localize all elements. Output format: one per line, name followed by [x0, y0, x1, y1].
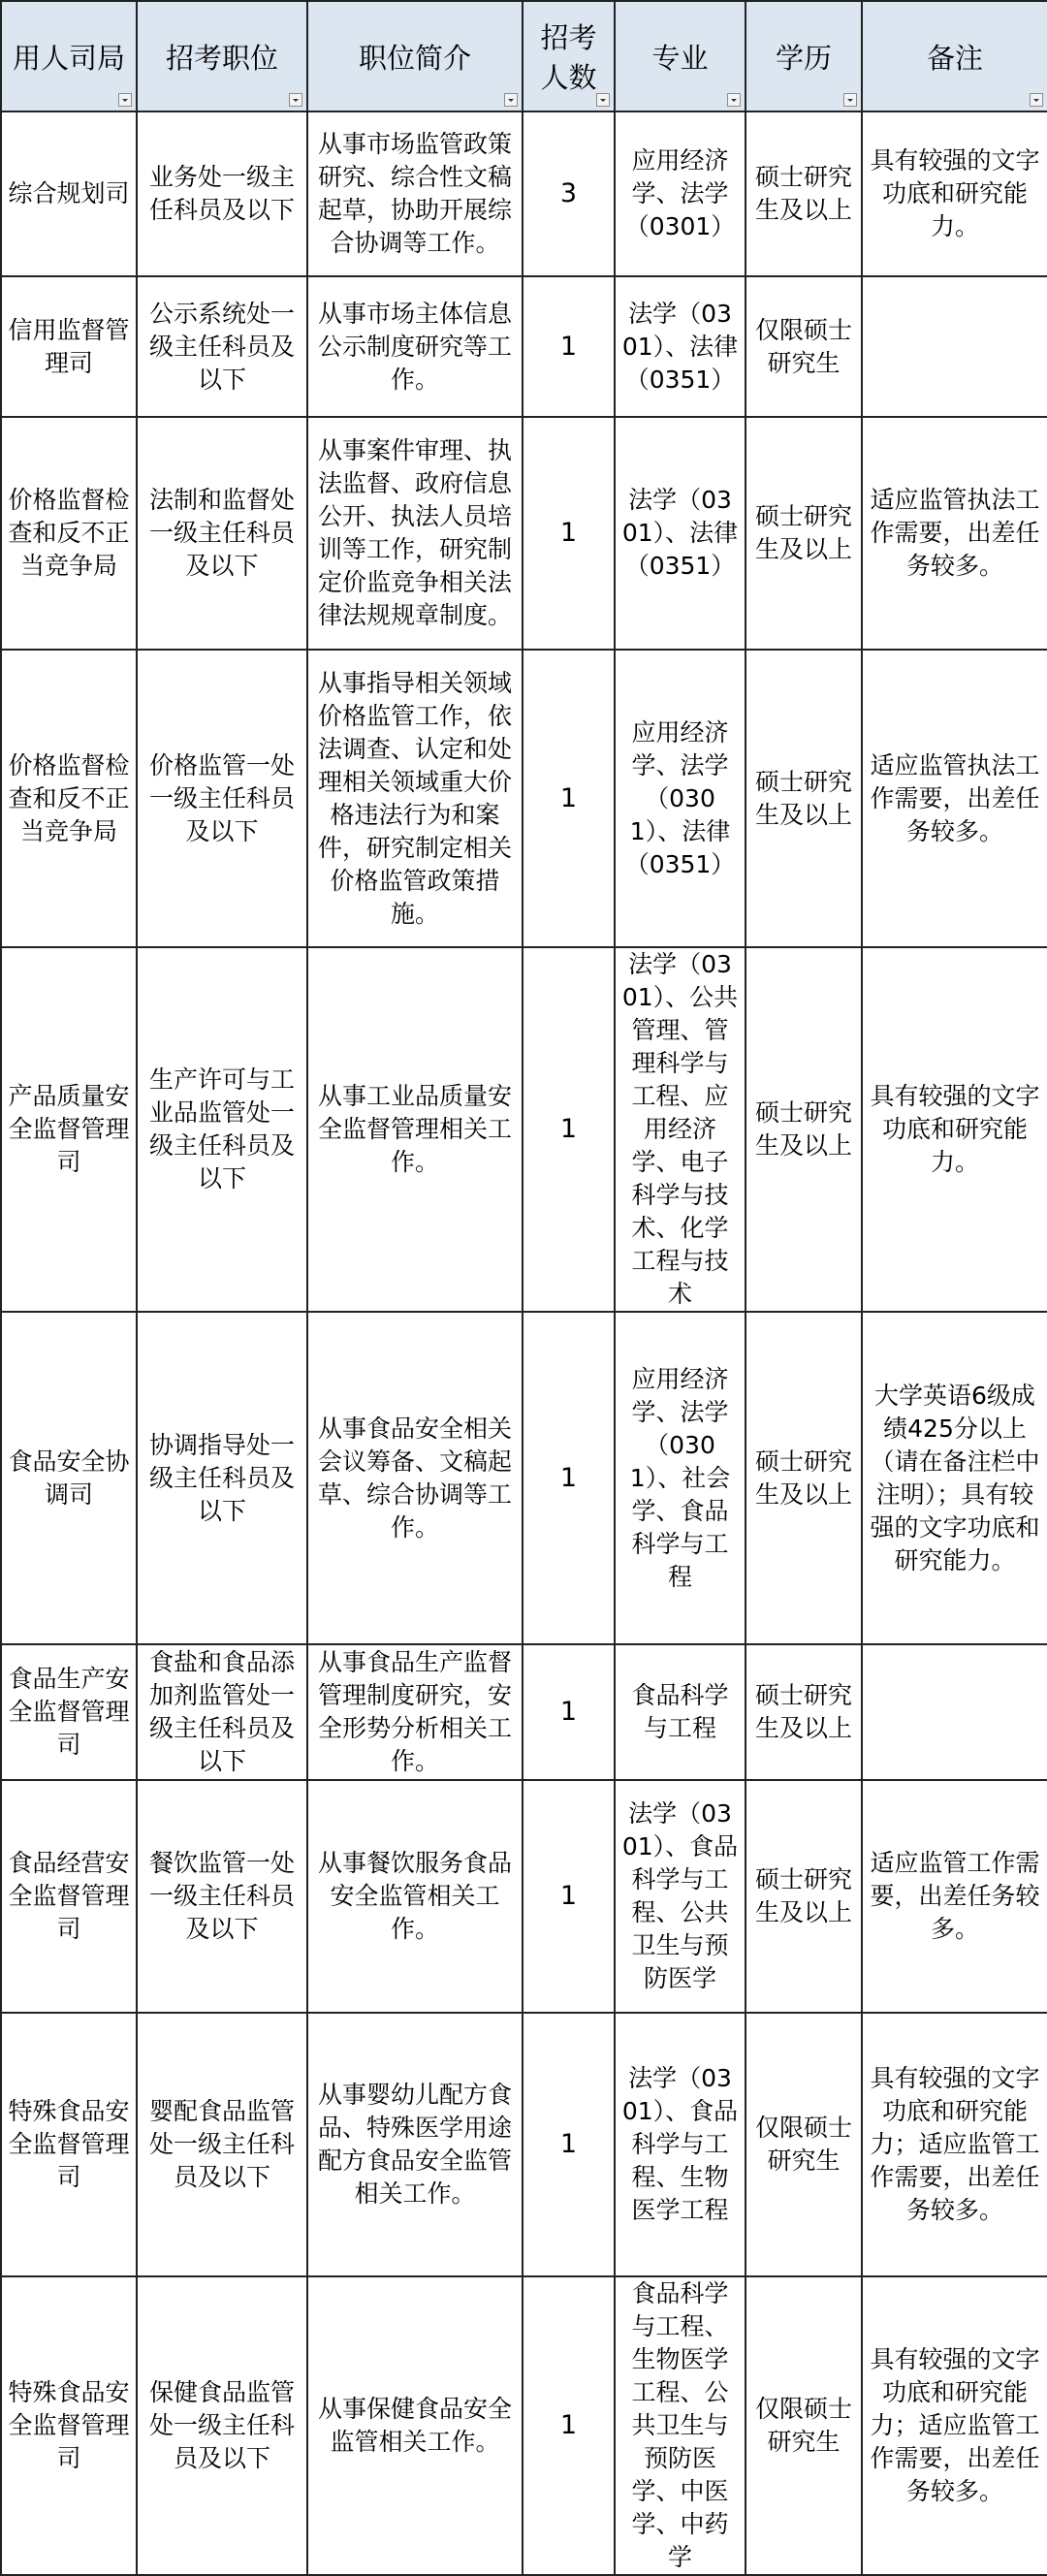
table-row [1, 947, 1047, 1312]
note-cell: 具有较强的文字功底和研究能力；适应监管工作需要，出差任务较多。 [862, 2013, 1047, 2276]
edu-cell: 硕士研究生及以上 [746, 650, 862, 947]
edu-cell: 硕士研究生及以上 [746, 1780, 862, 2013]
count-cell: 1 [523, 1312, 615, 1644]
table-row [1, 650, 1047, 947]
position-cell: 价格监管一处一级主任科员及以下 [137, 650, 307, 947]
filter-dropdown-icon[interactable] [843, 93, 857, 107]
edu-cell: 硕士研究生及以上 [746, 947, 862, 1312]
count-cell: 1 [523, 1644, 615, 1780]
edu-cell: 仅限硕士研究生 [746, 276, 862, 417]
dept-cell: 产品质量安全监督管理司 [1, 947, 137, 1312]
major-cell: 应用经济学、法学（0301）、社会学、食品科学与工程 [615, 1312, 746, 1644]
intro-cell: 从事餐饮服务食品安全监管相关工作。 [307, 1780, 523, 2013]
major-cell: 法学（0301）、法律（0351） [615, 417, 746, 650]
position-cell: 法制和监督处一级主任科员及以下 [137, 417, 307, 650]
count-cell: 1 [523, 1780, 615, 2013]
dept-cell: 价格监督检查和反不正当竞争局 [1, 417, 137, 650]
intro-cell: 从事食品安全相关会议筹备、文稿起草、综合协调等工作。 [307, 1312, 523, 1644]
position-cell: 餐饮监管一处一级主任科员及以下 [137, 1780, 307, 2013]
header-position: 招考职位 [137, 1, 307, 111]
position-cell: 生产许可与工业品监管处一级主任科员及以下 [137, 947, 307, 1312]
dept-cell: 综合规划司 [1, 111, 137, 276]
filter-dropdown-icon[interactable] [289, 93, 302, 107]
dept-cell: 食品安全协调司 [1, 1312, 137, 1644]
note-cell: 具有较强的文字功底和研究能力。 [862, 111, 1047, 276]
count-cell: 1 [523, 2276, 615, 2575]
dept-cell: 特殊食品安全监督管理司 [1, 2013, 137, 2276]
header-note: 备注 [862, 1, 1047, 111]
intro-cell: 从事婴幼儿配方食品、特殊医学用途配方食品安全监管相关工作。 [307, 2013, 523, 2276]
header-row [1, 1, 1047, 111]
major-cell: 食品科学与工程 [615, 1644, 746, 1780]
count-cell: 1 [523, 276, 615, 417]
filter-dropdown-icon[interactable] [504, 93, 518, 107]
major-cell: 法学（0301）、食品科学与工程、公共卫生与预防医学 [615, 1780, 746, 2013]
count-cell: 3 [523, 111, 615, 276]
intro-cell: 从事案件审理、执法监督、政府信息公开、执法人员培训等工作，研究制定价监竞争相关法律法规规章制度。 [307, 417, 523, 650]
note-cell: 适应监管执法工作需要，出差任务较多。 [862, 650, 1047, 947]
header-major: 专业 [615, 1, 746, 111]
edu-cell: 硕士研究生及以上 [746, 417, 862, 650]
note-cell: 具有较强的文字功底和研究能力；适应监管工作需要，出差任务较多。 [862, 2276, 1047, 2575]
filter-dropdown-icon[interactable] [727, 93, 741, 107]
table-row [1, 417, 1047, 650]
header-edu: 学历 [746, 1, 862, 111]
filter-dropdown-icon[interactable] [1030, 93, 1043, 107]
table-row [1, 111, 1047, 276]
filter-dropdown-icon[interactable] [596, 93, 610, 107]
major-cell: 应用经济学、法学（0301）、法律（0351） [615, 650, 746, 947]
header-intro: 职位简介 [307, 1, 523, 111]
position-cell: 业务处一级主任科员及以下 [137, 111, 307, 276]
position-cell: 协调指导处一级主任科员及以下 [137, 1312, 307, 1644]
count-cell: 1 [523, 650, 615, 947]
position-cell: 公示系统处一级主任科员及以下 [137, 276, 307, 417]
dept-cell: 食品生产安全监督管理司 [1, 1644, 137, 1780]
dept-cell: 价格监督检查和反不正当竞争局 [1, 650, 137, 947]
intro-cell: 从事保健食品安全监管相关工作。 [307, 2276, 523, 2575]
note-cell: 大学英语6级成绩425分以上（请在备注栏中注明）；具有较强的文字功底和研究能力。 [862, 1312, 1047, 1644]
count-cell: 1 [523, 947, 615, 1312]
major-cell: 法学（0301）、法律（0351） [615, 276, 746, 417]
position-cell: 食盐和食品添加剂监管处一级主任科员及以下 [137, 1644, 307, 1780]
count-cell: 1 [523, 2013, 615, 2276]
filter-dropdown-icon[interactable] [118, 93, 132, 107]
major-cell: 法学（0301）、公共管理、管理科学与工程、应用经济学、电子科学与技术、化学工程与技术 [615, 947, 746, 1312]
edu-cell: 硕士研究生及以上 [746, 1644, 862, 1780]
dept-cell: 信用监督管理司 [1, 276, 137, 417]
table-row [1, 1644, 1047, 1780]
major-cell: 应用经济学、法学（0301） [615, 111, 746, 276]
position-cell: 保健食品监管处一级主任科员及以下 [137, 2276, 307, 2575]
dept-cell: 特殊食品安全监督管理司 [1, 2276, 137, 2575]
header-dept: 用人司局 [1, 1, 137, 111]
table-row [1, 2276, 1047, 2575]
edu-cell: 仅限硕士研究生 [746, 2013, 862, 2276]
major-cell: 食品科学与工程、生物医学工程、公共卫生与预防医学、中医学、中药学 [615, 2276, 746, 2575]
note-cell [862, 1644, 1047, 1780]
table-row [1, 1780, 1047, 2013]
note-cell: 适应监管执法工作需要，出差任务较多。 [862, 417, 1047, 650]
intro-cell: 从事市场监管政策研究、综合性文稿起草，协助开展综合协调等工作。 [307, 111, 523, 276]
edu-cell: 硕士研究生及以上 [746, 111, 862, 276]
intro-cell: 从事市场主体信息公示制度研究等工作。 [307, 276, 523, 417]
table-row [1, 2013, 1047, 2276]
table-row [1, 1312, 1047, 1644]
position-cell: 婴配食品监管处一级主任科员及以下 [137, 2013, 307, 2276]
dept-cell: 食品经营安全监督管理司 [1, 1780, 137, 2013]
edu-cell: 硕士研究生及以上 [746, 1312, 862, 1644]
note-cell: 适应监管工作需要，出差任务较多。 [862, 1780, 1047, 2013]
major-cell: 法学（0301）、食品科学与工程、生物医学工程 [615, 2013, 746, 2276]
header-count: 招考人数 [523, 1, 615, 111]
intro-cell: 从事工业品质量安全监督管理相关工作。 [307, 947, 523, 1312]
count-cell: 1 [523, 417, 615, 650]
edu-cell: 仅限硕士研究生 [746, 2276, 862, 2575]
intro-cell: 从事指导相关领域价格监管工作，依法调查、认定和处理相关领域重大价格违法行为和案件，研究制定相关价格监管政策措施。 [307, 650, 523, 947]
intro-cell: 从事食品生产监督管理制度研究，安全形势分析相关工作。 [307, 1644, 523, 1780]
table-row [1, 276, 1047, 417]
note-cell: 具有较强的文字功底和研究能力。 [862, 947, 1047, 1312]
note-cell [862, 276, 1047, 417]
